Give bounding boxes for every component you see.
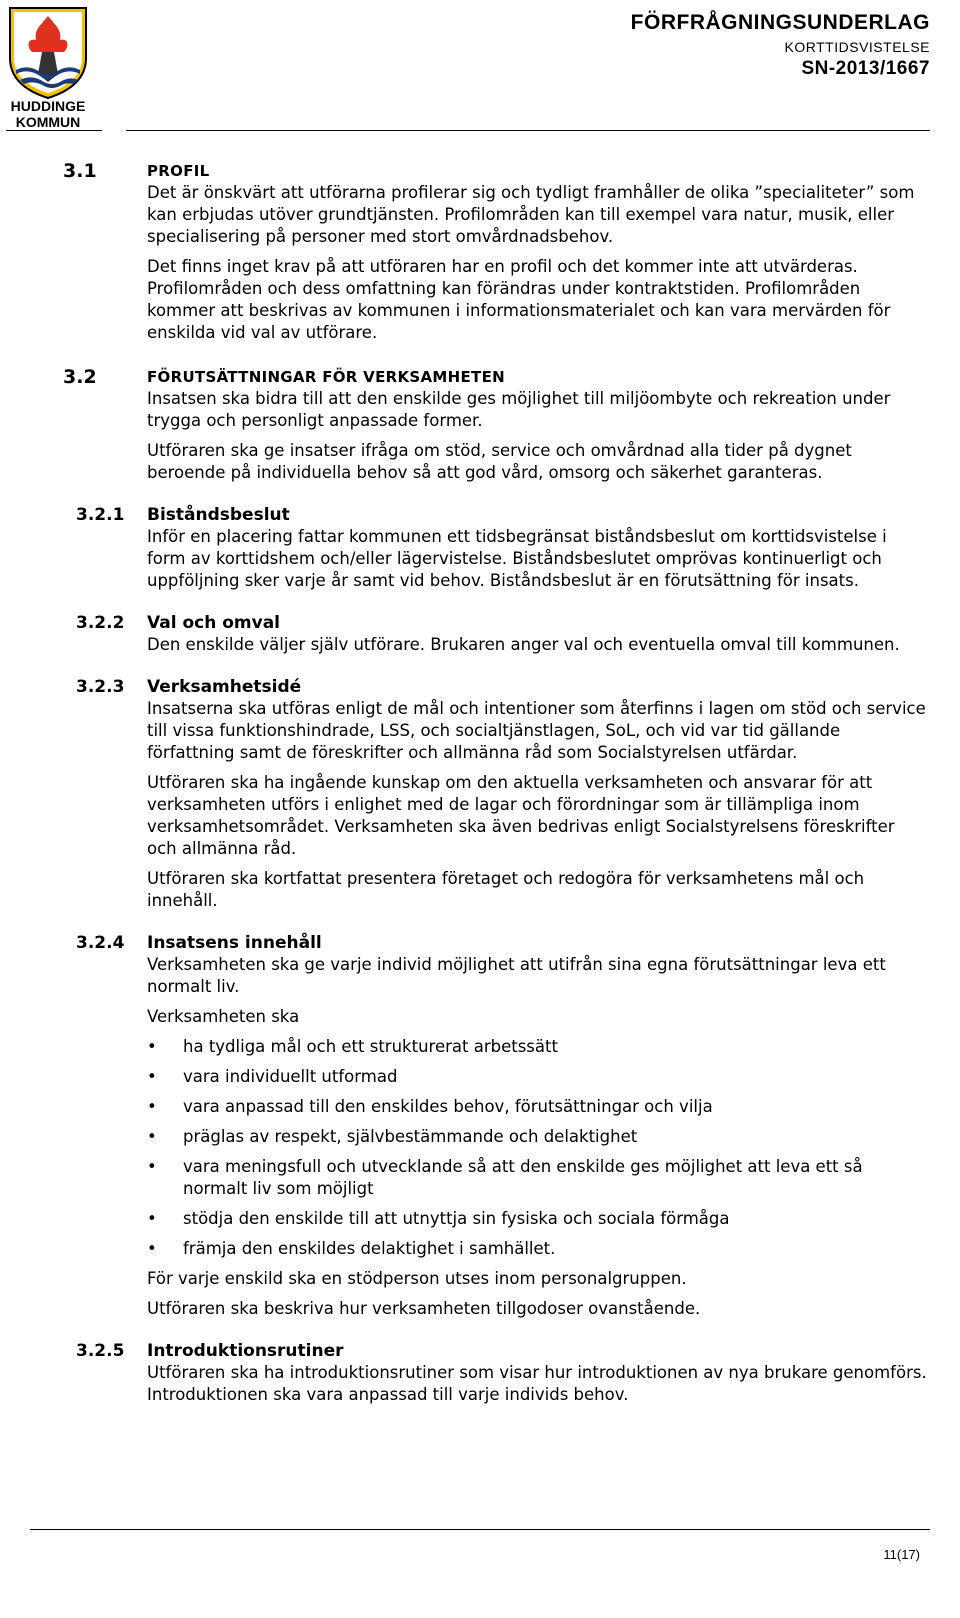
paragraph: För varje enskild ska en stödperson utses inom personalgruppen. (147, 1269, 687, 1288)
paragraph: Utföraren ska ha introduktionsrutiner som visar hur introduktionen av nya brukare genomförs. Introduktionen ska vara anpassad till varje individs behov. (147, 1363, 927, 1404)
logo-text-line-2: KOMMUN (15, 114, 81, 130)
section-number: 3.2 (63, 366, 97, 388)
document-body (0, 160, 960, 1406)
page-number: 11(17) (883, 1547, 920, 1562)
section-heading: FÖRUTSÄTTNINGAR FÖR VERKSAMHETEN (147, 368, 505, 386)
section-number: 3.1 (63, 160, 97, 182)
paragraph: Verksamheten ska (147, 1007, 300, 1026)
section-3-2 (0, 366, 960, 484)
paragraph: Insatserna ska utföras enligt de mål och intentioner som återfinns i lagen om stöd och service till vissa funktionshindrade, LSS, och socialtjänstlagen, SoL, och vid var tid gällande författning samt de föreskrifter och allmänna råd som Socialstyrelsen utfärdar. (147, 699, 926, 762)
section-3-2-4 (0, 932, 960, 1320)
section-heading: PROFIL (147, 162, 210, 180)
document-reference: SN-2013/1667 (801, 58, 930, 79)
section-number: 3.2.3 (76, 677, 125, 697)
section-heading: Val och omval (147, 613, 280, 633)
section-heading: Introduktionsrutiner (147, 1341, 344, 1361)
paragraph: Inför en placering fattar kommunen ett tidsbegränsat biståndsbeslut om korttidsvistelse i form av korttidshem och/eller lägervistelse. Biståndsbeslutet omprövas kontinuerligt och uppföljning sker varje år samt vid behov. Biståndsbeslut är en förutsättning för insats. (147, 527, 887, 590)
section-number: 3.2.1 (76, 505, 125, 525)
list-item: • främja den enskildes delaktighet i samhället. (147, 1238, 927, 1260)
paragraph: Utföraren ska kortfattat presentera företaget och redogöra för verksamhetens mål och innehåll. (147, 869, 865, 910)
list-item: • ha tydliga mål och ett strukturerat arbetssätt (147, 1036, 927, 1058)
logo-text-line-1: HUDDINGE (10, 98, 86, 114)
list-item: • vara anpassad till den enskildes behov, förutsättningar och vilja (147, 1096, 927, 1118)
paragraph: Det är önskvärt att utförarna profilerar sig och tydligt framhåller de olika ”specialiteter” som kan erbjudas utöver grundtjänsten. Profilområden kan till exempel vara natur, musik, eller specialisering på personer med stort omvårdnadsbehov. (147, 183, 915, 246)
list-item: • vara individuellt utformad (147, 1066, 927, 1088)
paragraph: Verksamheten ska ge varje individ möjlighet att utifrån sina egna förutsättningar leva ett normalt liv. (147, 955, 886, 996)
section-heading: Verksamhetsidé (147, 677, 302, 697)
document-title: FÖRFRÅGNINGSUNDERLAG (630, 11, 930, 34)
section-3-2-5 (0, 1340, 960, 1406)
list-item: • stödja den enskilde till att utnyttja sin fysiska och sociala förmåga (147, 1208, 927, 1230)
section-3-1 (0, 160, 960, 344)
paragraph: Det finns inget krav på att utföraren har en profil och det kommer inte att utvärderas. Profilområden och dess omfattning kan förändras under kontraktstiden. Profilområden kommer att beskrivas av kommunen i informationsmaterialet och kan vara mervärden för enskilda vid val av utförare. (147, 257, 891, 342)
coat-of-arms-icon (4, 4, 92, 100)
section-3-2-2 (0, 612, 960, 656)
paragraph: Utföraren ska ge insatser ifråga om stöd, service och omvårdnad alla tider på dygnet beroende på individuella behov så att god vård, omsorg och säkerhet garanteras. (147, 441, 852, 482)
bullet-list (147, 1036, 927, 1260)
section-heading: Biståndsbeslut (147, 505, 290, 525)
footer-rule (30, 1529, 930, 1530)
section-number: 3.2.5 (76, 1341, 125, 1361)
section-number: 3.2.4 (76, 933, 125, 953)
document-subtitle: KORTTIDSVISTELSE (784, 39, 930, 55)
section-number: 3.2.2 (76, 613, 125, 633)
list-item: • vara meningsfull och utvecklande så att den enskilde ges möjlighet att leva ett så normalt liv som möjligt (147, 1156, 927, 1200)
document-header (631, 10, 930, 80)
paragraph: Insatsen ska bidra till att den enskilde ges möjlighet till miljöombyte och rekreation under trygga och personligt anpassade former. (147, 389, 891, 430)
header-rule-left (6, 130, 102, 131)
paragraph: Utföraren ska beskriva hur verksamheten tillgodoser ovanstående. (147, 1299, 701, 1318)
section-3-2-3 (0, 676, 960, 912)
header-rule (126, 130, 930, 131)
paragraph: Den enskilde väljer själv utförare. Brukaren anger val och eventuella omval till kommunen. (147, 635, 900, 654)
paragraph: Utföraren ska ha ingående kunskap om den aktuella verksamheten och ansvarar för att verksamheten utförs i enlighet med de lagar och förordningar som är tillämpliga inom verksamhetsområdet. Verksamheten ska även bedrivas enligt Socialstyrelsens föreskrifter och allmänna råd. (147, 773, 895, 858)
section-3-2-1 (0, 504, 960, 592)
list-item: • präglas av respekt, självbestämmande och delaktighet (147, 1126, 927, 1148)
logo-text (0, 98, 96, 130)
section-heading: Insatsens innehåll (147, 933, 322, 953)
